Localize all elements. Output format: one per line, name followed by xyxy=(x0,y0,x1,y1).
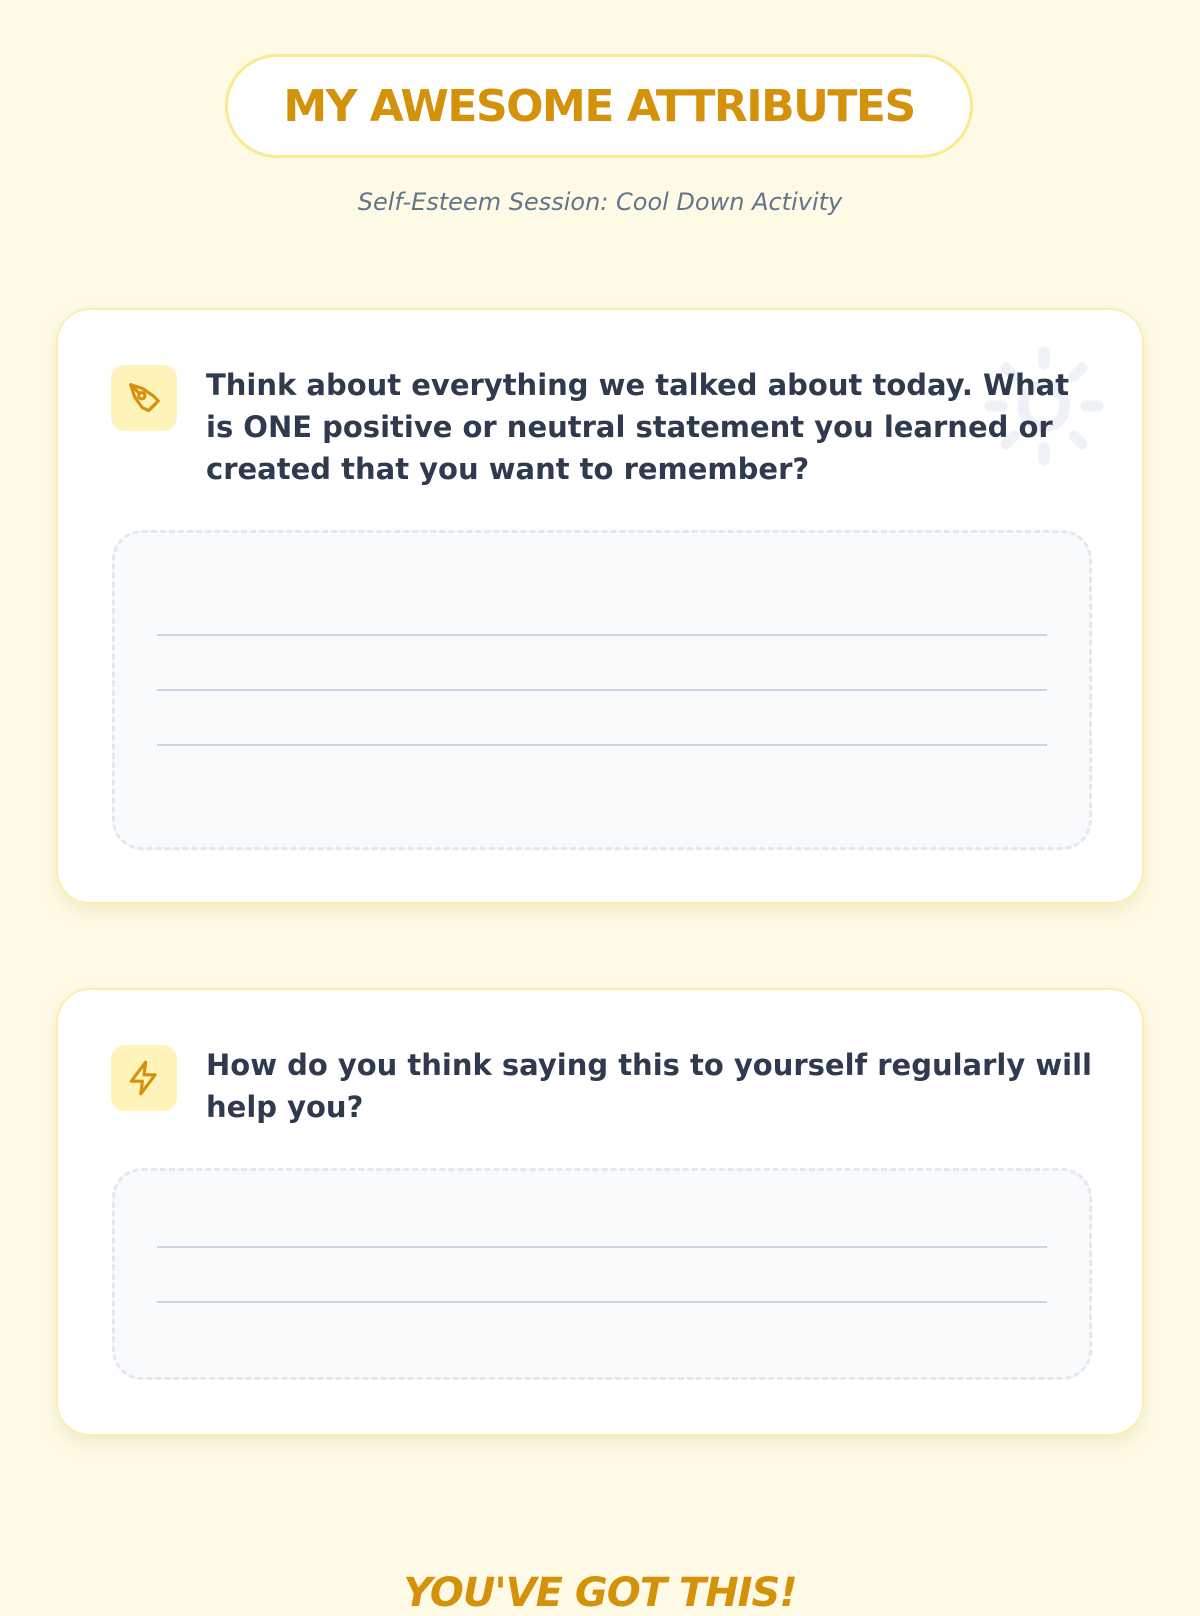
question-card-2 xyxy=(56,988,1144,1436)
title-banner xyxy=(225,54,973,158)
answer-area[interactable] xyxy=(112,1168,1092,1380)
pen-icon xyxy=(111,365,177,431)
question-text: How do you think saying this to yourself regularly will help you? xyxy=(206,1048,1092,1124)
writing-line xyxy=(157,1246,1047,1248)
page-subtitle: Self-Esteem Session: Cool Down Activity xyxy=(357,188,843,216)
closing-message: YOU'VE GOT THIS! xyxy=(403,1570,797,1616)
writing-line xyxy=(157,744,1047,746)
question-card-1 xyxy=(56,308,1144,904)
question-text: Think about everything we talked about today. What is ONE positive or neutral statement you learned or created that you want to remember? xyxy=(206,368,1070,486)
writing-line xyxy=(157,634,1047,636)
answer-area[interactable] xyxy=(112,530,1092,850)
writing-line xyxy=(157,1301,1047,1303)
page-title: MY AWESOME ATTRIBUTES xyxy=(283,80,915,132)
lightning-icon xyxy=(111,1045,177,1111)
writing-line xyxy=(157,689,1047,691)
